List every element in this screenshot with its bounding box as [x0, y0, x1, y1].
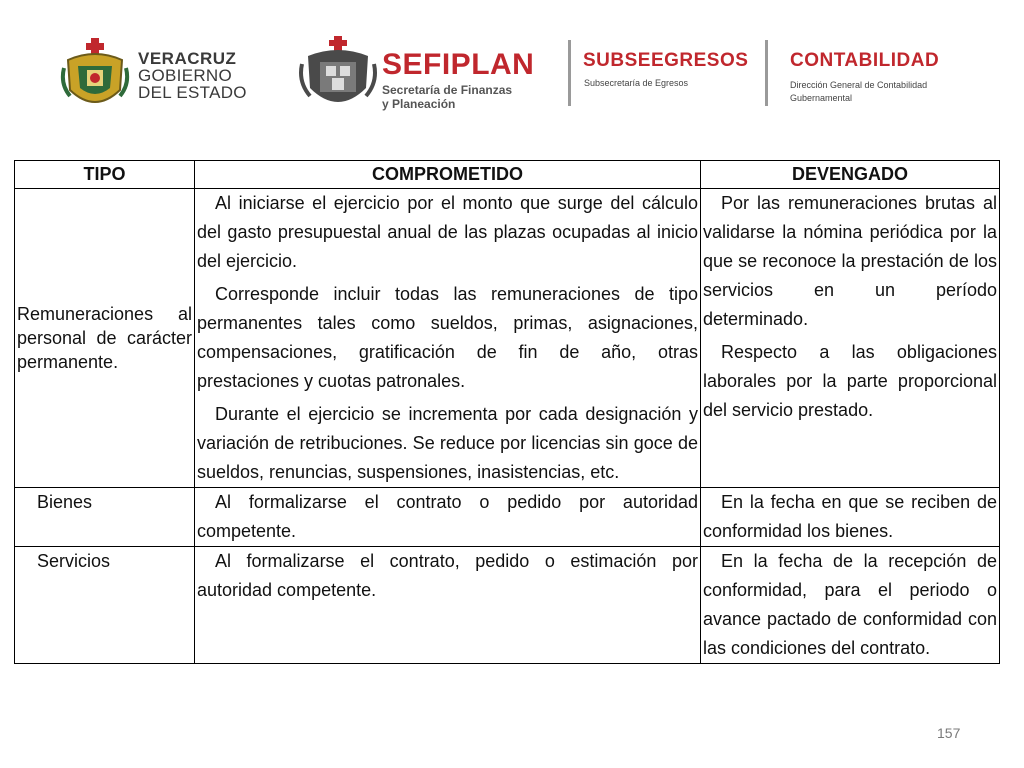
subseegresos-subtitle: Subsecretaría de Egresos — [584, 78, 689, 88]
tipo-text: Remuneraciones al personal de carácter permanente. — [17, 304, 192, 372]
budget-moments-table — [14, 160, 1000, 664]
contabilidad-sub2: Gubernamental — [790, 93, 853, 103]
header-logos — [0, 0, 1024, 130]
header-comprometido: COMPROMETIDO — [195, 161, 701, 189]
devengado-paragraph: En la fecha de la recepción de conformidad, para el periodo o avance pactado de conformidad con las condiciones del contrato. — [703, 551, 997, 658]
tipo-text: Servicios — [37, 551, 111, 571]
contabilidad-sub1: Dirección General de Contabilidad — [790, 80, 928, 90]
sefiplan-logo — [298, 36, 548, 116]
comprometido-cell — [195, 547, 701, 664]
devengado-paragraph: Respecto a las obligaciones laborales por la parte proporcional del servicio prestado. — [703, 342, 997, 420]
veracruz-line1: VERACRUZ — [138, 49, 237, 68]
veracruz-logo — [60, 38, 250, 114]
comprometido-paragraph: Al iniciarse el ejercicio por el monto que surge del cálculo del gasto presupuestal anual de las plazas ocupadas al inicio del ejercicio. — [197, 193, 698, 271]
subseegresos-title: SUBSEEGRESOS — [583, 50, 749, 71]
header-tipo: TIPO — [15, 161, 195, 189]
comprometido-paragraph: Al formalizarse el contrato o pedido por autoridad competente. — [197, 492, 698, 541]
devengado-cell — [701, 488, 1000, 547]
tipo-cell — [15, 488, 195, 547]
tipo-cell — [15, 189, 195, 488]
header-divider — [765, 40, 768, 106]
comprometido-paragraph: Corresponde incluir todas las remuneraciones de tipo permanentes tales como sueldos, primas, asignaciones, compensaciones, gratificación de fin de año, otras prestaciones y cuotas patronales. — [197, 284, 698, 391]
veracruz-shield-icon — [60, 38, 130, 114]
contabilidad-title: CONTABILIDAD — [790, 50, 940, 71]
tipo-cell — [15, 547, 195, 664]
sefiplan-shield-icon — [298, 36, 378, 116]
table-row — [15, 189, 1000, 488]
comprometido-cell — [195, 189, 701, 488]
devengado-cell — [701, 189, 1000, 488]
comprometido-cell — [195, 488, 701, 547]
devengado-paragraph: En la fecha en que se reciben de conformidad los bienes. — [703, 492, 997, 541]
sefiplan-sub2: y Planeación — [382, 97, 456, 111]
header-divider — [568, 40, 571, 106]
devengado-paragraph: Por las remuneraciones brutas al validarse la nómina periódica por la que se reconoce la prestación de los servicios en un período determinado. — [703, 193, 997, 329]
comprometido-paragraph: Durante el ejercicio se incrementa por cada designación y variación de retribuciones. Se reduce por licencias sin goce de sueldos, renuncias, suspensiones, inasistencias, etc. — [197, 404, 698, 482]
header-devengado: DEVENGADO — [701, 161, 1000, 189]
sefiplan-title: SEFIPLAN — [382, 48, 535, 81]
comprometido-paragraph: Al formalizarse el contrato, pedido o estimación por autoridad competente. — [197, 551, 698, 600]
page-number: 157 — [937, 725, 961, 741]
tipo-text: Bienes — [37, 492, 93, 512]
sefiplan-sub1: Secretaría de Finanzas — [382, 83, 513, 97]
devengado-cell — [701, 547, 1000, 664]
veracruz-line3: DEL ESTADO — [138, 83, 247, 102]
table-row — [15, 488, 1000, 547]
table-header-row — [15, 161, 1000, 189]
veracruz-line2: GOBIERNO — [138, 66, 233, 85]
table-row — [15, 547, 1000, 664]
